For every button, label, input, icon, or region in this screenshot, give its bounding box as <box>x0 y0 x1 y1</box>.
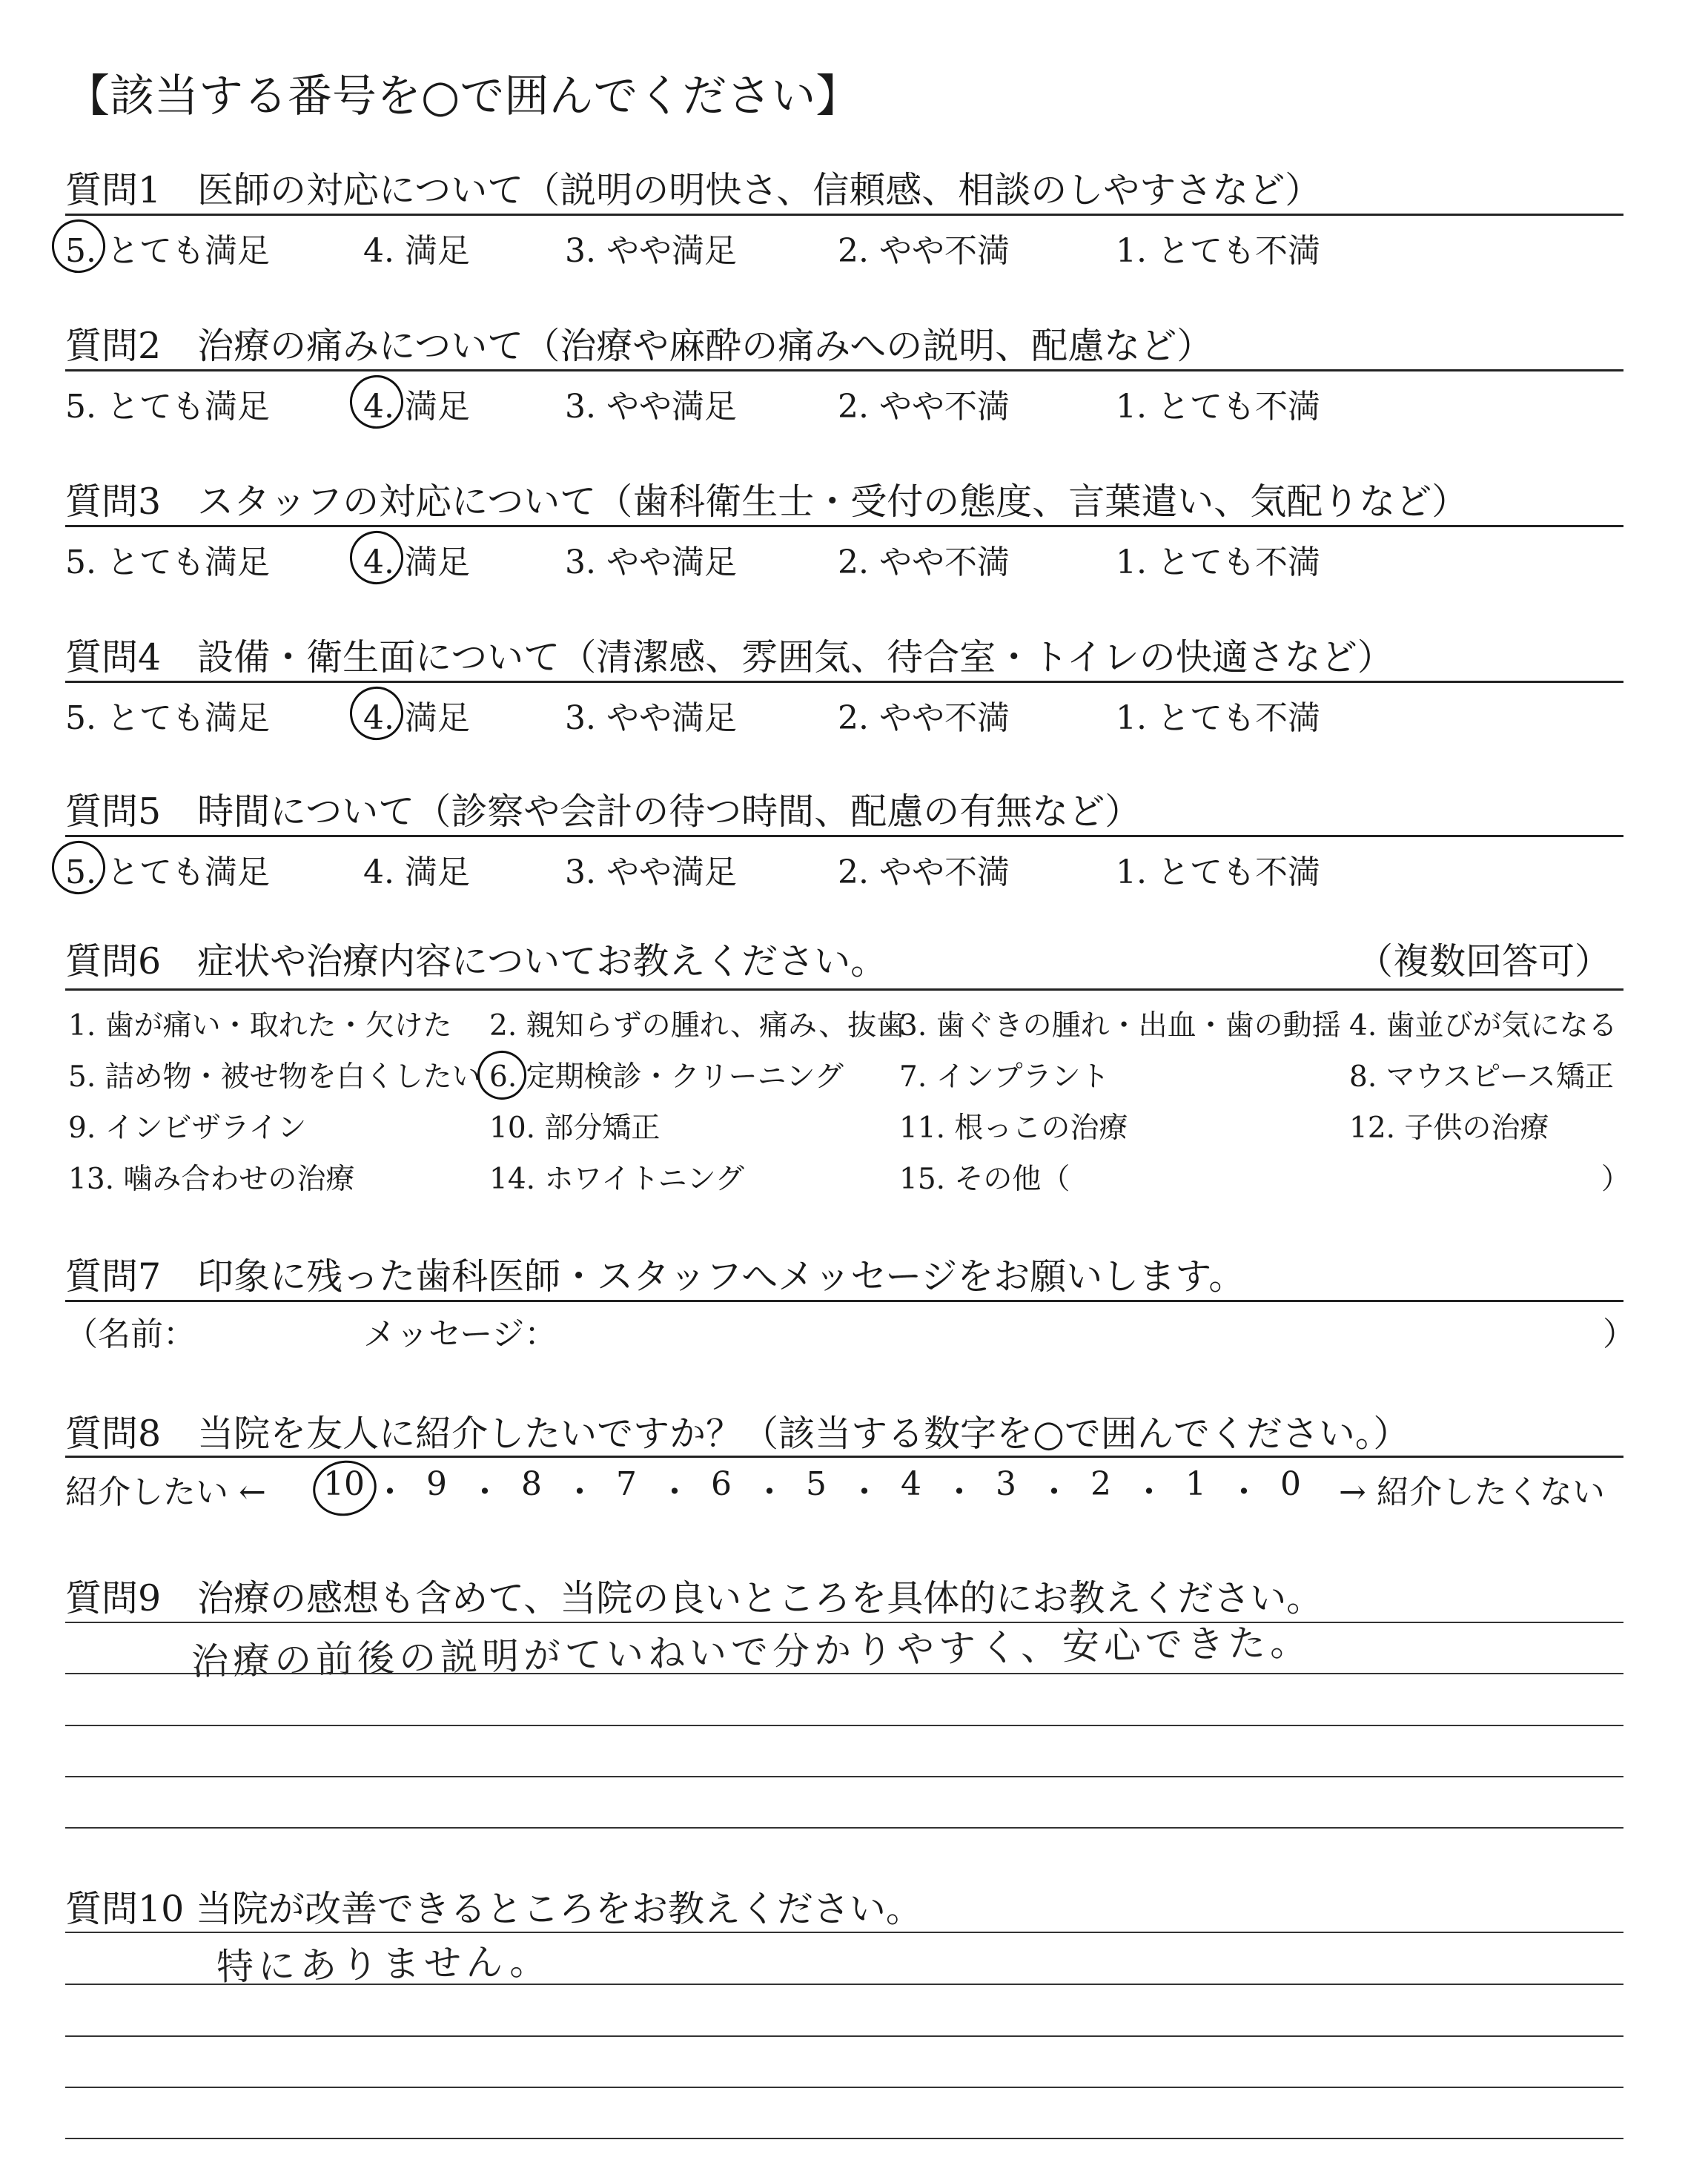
q8-scale-separator: ・ <box>1038 1473 1070 1511</box>
q10-handwritten-answer: 特にありません。 <box>216 1940 552 1989</box>
q8-scale-number[interactable]: 5 <box>806 1465 827 1503</box>
rating-option[interactable]: 3. やや満足 <box>565 544 737 581</box>
q6-option[interactable]: 5. 詰め物・被せ物を白くしたい <box>68 1060 481 1094</box>
q9-line <box>65 1673 1623 1674</box>
q6-option[interactable]: 4. 歯並びが気になる <box>1349 1009 1618 1043</box>
rating-option[interactable]: 1. とても不満 <box>1116 232 1320 270</box>
rating-option[interactable]: 2. やや不満 <box>838 699 1010 737</box>
q6-option[interactable]: 1. 歯が痛い・取れた・欠けた <box>68 1009 452 1043</box>
q8-left-label: 紹介したい ← <box>65 1473 266 1511</box>
q7-title: 質問7 印象に残った歯科医師・スタッフへメッセージをお願いします。 <box>65 1255 1245 1298</box>
q7-close: ） <box>1603 1315 1635 1353</box>
q7-name-label: （名前： <box>65 1315 196 1353</box>
q8-scale-separator: ・ <box>753 1473 786 1511</box>
q8-scale-number[interactable]: 7 <box>616 1465 637 1503</box>
q10-line <box>65 2035 1623 2037</box>
rating-option[interactable]: 4. 満足 <box>363 853 470 891</box>
q8-right-label: → 紹介したくない <box>1339 1473 1605 1511</box>
q6-divider <box>65 988 1623 991</box>
q10-line <box>65 1932 1623 1933</box>
q6-note: （複数回答可） <box>1357 940 1612 982</box>
question-title: 質問5 時間について（診察や会計の待つ時間、配慮の有無など） <box>65 790 1142 833</box>
rating-option[interactable]: 1. とても不満 <box>1116 544 1320 581</box>
q10-title: 質問10 当院が改善できるところをお教えください。 <box>65 1888 922 1930</box>
q6-option[interactable]: 9. インビザライン <box>68 1112 307 1145</box>
rating-option[interactable]: 3. やや満足 <box>565 232 737 270</box>
rating-option[interactable]: 3. やや満足 <box>565 699 737 737</box>
q6-option[interactable]: 14. ホワイトニング <box>489 1163 744 1196</box>
q9-line <box>65 1776 1623 1777</box>
rating-option[interactable]: 1. とても不満 <box>1116 853 1320 891</box>
question-title: 質問4 設備・衛生面について（清潔感、雰囲気、待合室・トイレの快適さなど） <box>65 636 1394 678</box>
q8-scale-separator: ・ <box>1228 1473 1260 1511</box>
q8-scale-separator: ・ <box>374 1473 406 1511</box>
q6-option[interactable]: 11. 根っこの治療 <box>899 1112 1128 1145</box>
q6-option[interactable]: 10. 部分矯正 <box>489 1112 661 1145</box>
q8-scale-separator: ・ <box>848 1473 881 1511</box>
q8-scale-number[interactable]: 3 <box>996 1465 1016 1503</box>
q9-handwritten-answer: 治療の前後の説明がていねいで分かりやすく、安心できた。 <box>191 1620 1312 1684</box>
rating-option[interactable]: 2. やや不満 <box>838 388 1010 426</box>
rating-option[interactable]: 2. やや不満 <box>838 853 1010 891</box>
q7-message-label: メッセージ： <box>363 1315 557 1353</box>
rating-option[interactable]: 3. やや満足 <box>565 388 737 426</box>
q8-title: 質問8 当院を友人に紹介したいですか？（該当する数字を○で囲んでください。） <box>65 1413 1410 1455</box>
q8-scale-number[interactable]: 6 <box>711 1465 732 1503</box>
q7-divider <box>65 1300 1623 1302</box>
q8-scale-number[interactable]: 4 <box>901 1465 921 1503</box>
rating-option[interactable]: 2. やや不満 <box>838 544 1010 581</box>
q8-divider <box>65 1456 1623 1458</box>
q8-scale-number[interactable]: 1 <box>1185 1465 1206 1503</box>
question-divider <box>65 214 1623 216</box>
q10-line <box>65 2138 1623 2139</box>
q6-option[interactable]: 8. マウスピース矯正 <box>1349 1060 1614 1094</box>
q9-line <box>65 1827 1623 1829</box>
question-divider <box>65 835 1623 837</box>
rating-option[interactable]: 5. とても満足 <box>65 232 270 270</box>
rating-option[interactable]: 4. 満足 <box>363 699 470 737</box>
rating-option[interactable]: 4. 満足 <box>363 232 470 270</box>
rating-option[interactable]: 4. 満足 <box>363 388 470 426</box>
q6-option[interactable]: 7. インプラント <box>899 1060 1110 1094</box>
question-title: 質問2 治療の痛みについて（治療や麻酔の痛みへの説明、配慮など） <box>65 325 1214 367</box>
q8-scale-number[interactable]: 8 <box>521 1465 542 1503</box>
q6-option[interactable]: 13. 噛み合わせの治療 <box>68 1163 355 1196</box>
q6-option[interactable]: 12. 子供の治療 <box>1349 1112 1549 1145</box>
question-title: 質問3 スタッフの対応について（歯科衛生士・受付の態度、言葉遣い、気配りなど） <box>65 480 1469 523</box>
rating-option[interactable]: 5. とても満足 <box>65 853 270 891</box>
form-title: 【該当する番号を○で囲んでください】 <box>65 70 861 122</box>
rating-option[interactable]: 2. やや不満 <box>838 232 1010 270</box>
question-divider <box>65 525 1623 527</box>
q6-option[interactable]: 2. 親知らずの腫れ、痛み、抜歯 <box>489 1009 906 1043</box>
rating-option[interactable]: 4. 満足 <box>363 544 470 581</box>
q6-option[interactable]: 6. 定期検診・クリーニング <box>489 1060 844 1094</box>
q8-scale-separator: ・ <box>469 1473 501 1511</box>
q9-title: 質問9 治療の感想も含めて、当院の良いところを具体的にお教えください。 <box>65 1577 1323 1619</box>
q8-scale-number[interactable]: 10 <box>323 1465 365 1503</box>
q10-line <box>65 2087 1623 2088</box>
q6-option[interactable]: ） <box>1601 1163 1631 1196</box>
rating-option[interactable]: 5. とても満足 <box>65 699 270 737</box>
q6-option[interactable]: 15. その他（ <box>899 1163 1070 1196</box>
rating-option[interactable]: 3. やや満足 <box>565 853 737 891</box>
q6-option[interactable]: 3. 歯ぐきの腫れ・出血・歯の動揺 <box>899 1009 1341 1043</box>
q8-scale-separator: ・ <box>563 1473 596 1511</box>
rating-option[interactable]: 1. とても不満 <box>1116 699 1320 737</box>
rating-option[interactable]: 1. とても不満 <box>1116 388 1320 426</box>
rating-option[interactable]: 5. とても満足 <box>65 388 270 426</box>
q8-scale-number[interactable]: 0 <box>1280 1465 1301 1503</box>
q9-line <box>65 1725 1623 1726</box>
question-divider <box>65 681 1623 683</box>
q6-title: 質問6 症状や治療内容についてお教えください。 <box>65 940 887 982</box>
q8-scale-number[interactable]: 2 <box>1090 1465 1111 1503</box>
question-divider <box>65 369 1623 371</box>
question-title: 質問1 医師の対応について（説明の明快さ、信頼感、相談のしやすさなど） <box>65 169 1322 211</box>
q8-scale-separator: ・ <box>1133 1473 1165 1511</box>
q8-scale-separator: ・ <box>658 1473 691 1511</box>
rating-option[interactable]: 5. とても満足 <box>65 544 270 581</box>
q10-line <box>65 1984 1623 1985</box>
q8-scale-separator: ・ <box>943 1473 976 1511</box>
q8-scale-number[interactable]: 9 <box>426 1465 447 1503</box>
